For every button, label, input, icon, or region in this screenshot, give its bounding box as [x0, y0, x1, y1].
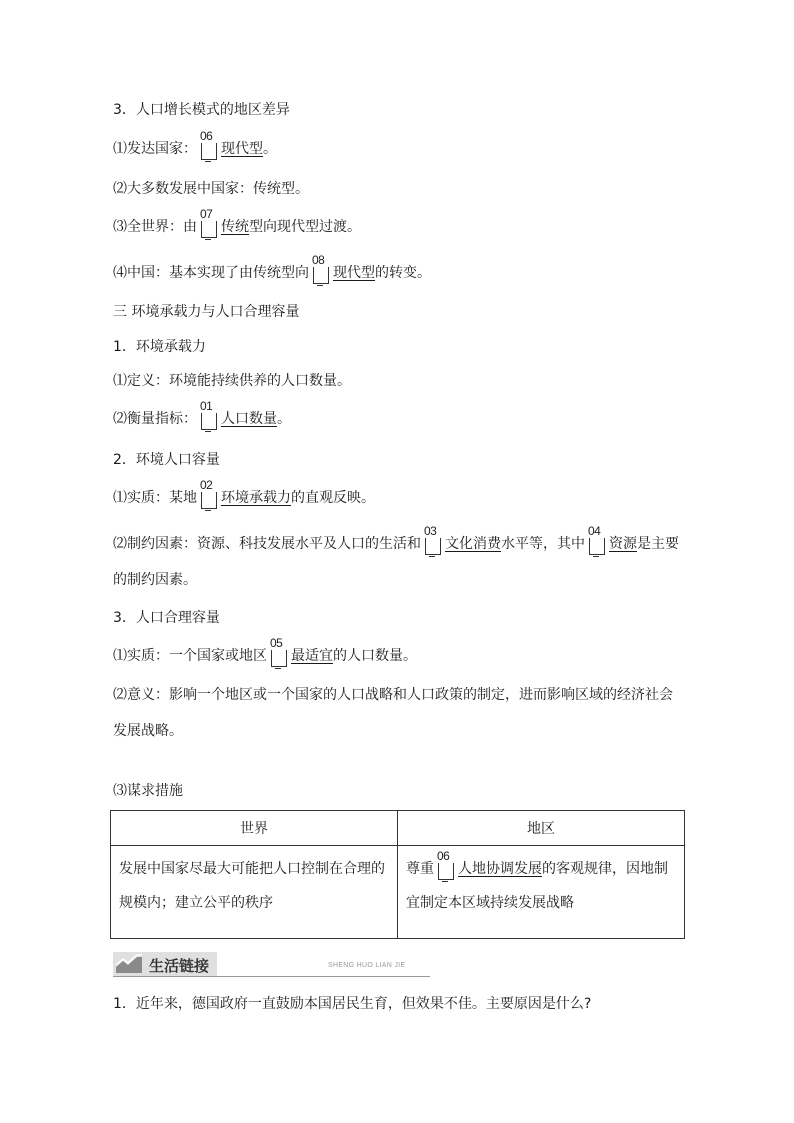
answer-text: 资源	[609, 536, 637, 552]
table-cell-world: 发展中国家尽最大可能把人口控制在合理的规模内；建立公平的秩序	[111, 846, 398, 939]
answer-number-badge: 06	[199, 139, 219, 157]
banner-subtitle: SHENG HUO LIAN JIE	[328, 962, 406, 969]
table-header-world: 世界	[111, 811, 398, 846]
answer-text: 环境承载力	[221, 490, 291, 506]
answer-number-badge: 02	[199, 488, 219, 506]
answer-number-badge: 04	[587, 534, 607, 552]
env-pop-essence: ⑴实质：某地 02 环境承载力的直观反映。	[113, 488, 375, 508]
measures-label: ⑶谋求措施	[113, 783, 183, 799]
answer-text: 现代型	[333, 265, 375, 281]
answer-number-badge: 06	[436, 859, 456, 877]
reasonable-heading: 3．人口合理容量	[113, 610, 220, 626]
trend-chart-icon	[115, 954, 143, 974]
answer-number-badge: 05	[269, 646, 289, 664]
answer-number-badge: 03	[423, 534, 443, 552]
table-row	[111, 846, 685, 939]
question-1: 1．近年来，德国政府一直鼓励本国居民生育，但效果不佳。主要原因是什么?	[113, 996, 592, 1012]
table-header-row	[111, 811, 685, 846]
answer-number-badge: 07	[199, 217, 219, 235]
measures-table	[110, 810, 685, 939]
growth-world: ⑶全世界：由 07 传统型向现代型过渡。	[113, 217, 361, 237]
capacity-indicator: ⑵衡量指标： 01 人口数量。	[113, 409, 291, 429]
capacity-heading: 1．环境承载力	[113, 339, 206, 355]
answer-number-badge: 08	[311, 263, 331, 281]
answer-text: 文化消费	[445, 536, 501, 552]
reasonable-significance: ⑵意义：影响一个地区或一个国家的人口战略和人口政策的制定，进而影响区域的经济社会发展战略。	[113, 687, 673, 739]
answer-number-badge: 01	[199, 409, 219, 427]
answer-text: 传统	[221, 219, 249, 235]
answer-text: 人地协调发展	[458, 861, 542, 877]
reasonable-essence: ⑴实质：一个国家或地区 05 最适宜的人口数量。	[113, 646, 417, 666]
capacity-definition: ⑴定义：环境能持续供养的人口数量。	[113, 373, 351, 389]
growth-heading: 3．人口增长模式的地区差异	[113, 102, 290, 118]
section3-heading: 三 环境承载力与人口合理容量	[113, 304, 300, 320]
table-header-region: 地区	[398, 811, 685, 846]
life-link-banner	[113, 952, 430, 978]
growth-developing: ⑵大多数发展中国家：传统型。	[113, 181, 309, 197]
answer-text: 现代型	[221, 141, 263, 157]
table-cell-region: 尊重 06 人地协调发展的客观规律，因地制宜制定本区域持续发展战略	[398, 846, 685, 939]
banner-title: 生活链接	[149, 957, 210, 975]
answer-text: 人口数量	[221, 411, 277, 427]
growth-china: ⑷中国：基本实现了由传统型向 08 现代型的转变。	[113, 263, 431, 283]
answer-text: 最适宜	[291, 648, 333, 664]
growth-developed: ⑴发达国家： 06 现代型。	[113, 139, 277, 159]
env-pop-factors: ⑵制约因素：资源、科技发展水平及人口的生活和 03 文化消费水平等，其中 04 资源是主要的制约因素。	[113, 524, 679, 588]
env-pop-heading: 2．环境人口容量	[113, 452, 220, 468]
